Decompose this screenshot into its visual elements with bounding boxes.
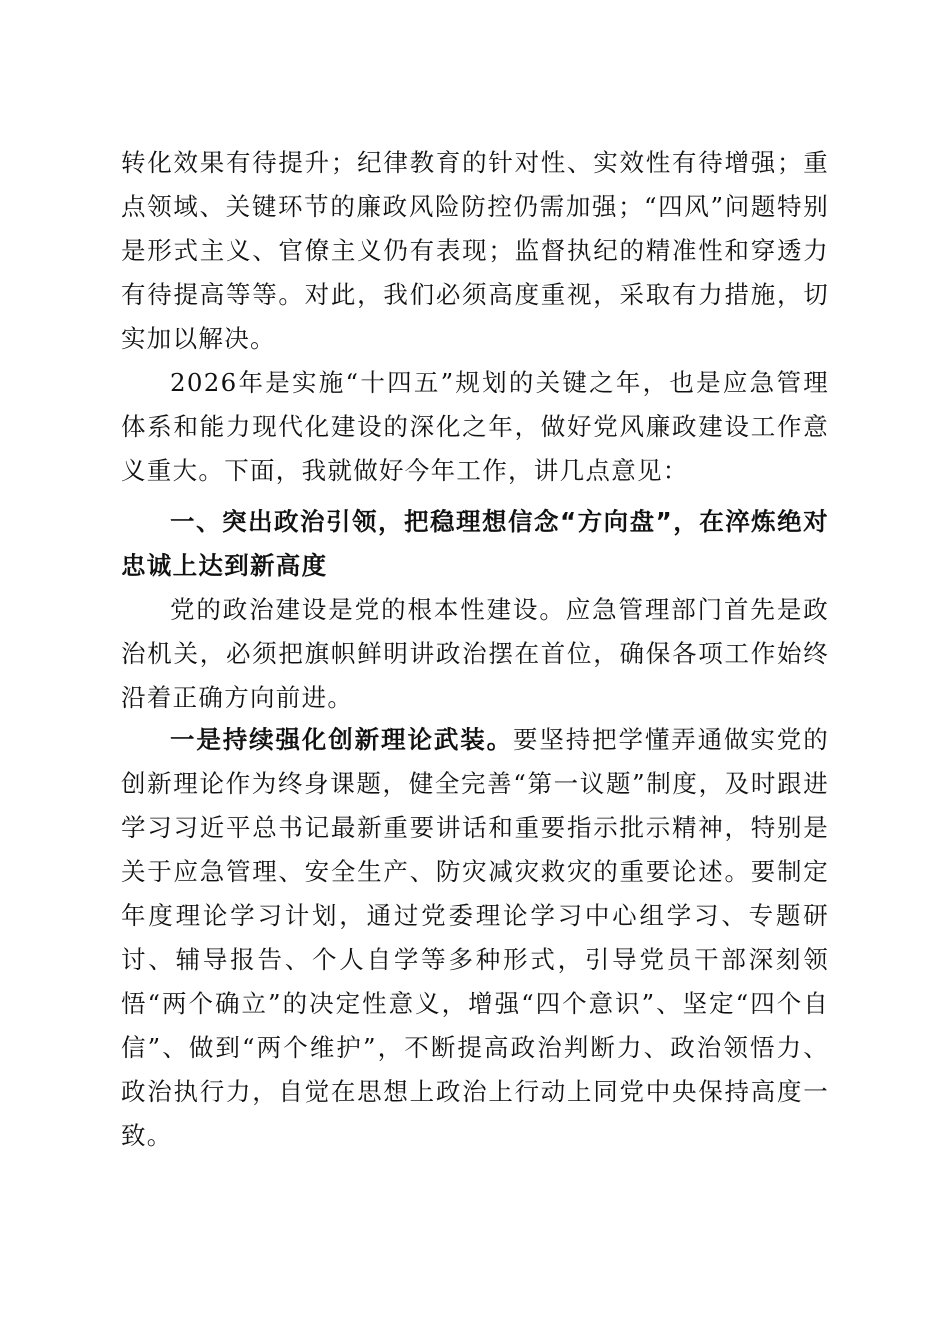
- body-paragraph: 转化效果有待提升；纪律教育的针对性、实效性有待增强；重点领域、关键环节的廉政风险防控仍需加强；“四风”问题特别是形式主义、官僚主义仍有表现；监督执纪的精准性和穿透力有待提高等等。对此，我们必须高度重视，采取有力措施，切实加以解决。: [121, 148, 829, 353]
- body-paragraph: [121, 718, 829, 1158]
- section-heading: 一、突出政治引领，把稳理想信念“方向盘”，在淬炼绝对忠诚上达到新高度: [121, 507, 829, 580]
- paragraph-continuation: [121, 141, 829, 361]
- body-paragraph: 2026年是实施“十四五”规划的关键之年，也是应急管理体系和能力现代化建设的深化之年，做好党风廉政建设工作意义重大。下面，我就做好今年工作，讲几点意见：: [121, 368, 829, 485]
- paragraph-body-text: 要坚持把学懂弄通做实党的创新理论作为终身课题，健全完善“第一议题”制度，及时跟进学习习近平总书记最新重要讲话和重要指示批示精神，特别是关于应急管理、安全生产、防灾减灾救灾的重要论述。要制定年度理论学习计划，通过党委理论学习中心组学习、专题研讨、辅导报告、个人自学等多种形式，引导党员干部深刻领悟“两个确立”的决定性意义，增强“四个意识”、坚定“四个自信”、做到“两个维护”，不断提高政治判断力、政治领悟力、政治执行力，自觉在思想上政治上行动上同党中央保持高度一致。: [121, 725, 829, 1150]
- body-paragraph: 党的政治建设是党的根本性建设。应急管理部门首先是政治机关，必须把旗帜鲜明讲政治摆在首位，确保各项工作始终沿着正确方向前进。: [121, 595, 829, 712]
- section-heading-1: [121, 500, 829, 588]
- paragraph-theory-study: [121, 718, 829, 1158]
- paragraph-political-construction: [121, 588, 829, 720]
- paragraph-lead-phrase: 一是持续强化创新理论武装。: [170, 725, 513, 754]
- paragraph-intro-2026: [121, 361, 829, 493]
